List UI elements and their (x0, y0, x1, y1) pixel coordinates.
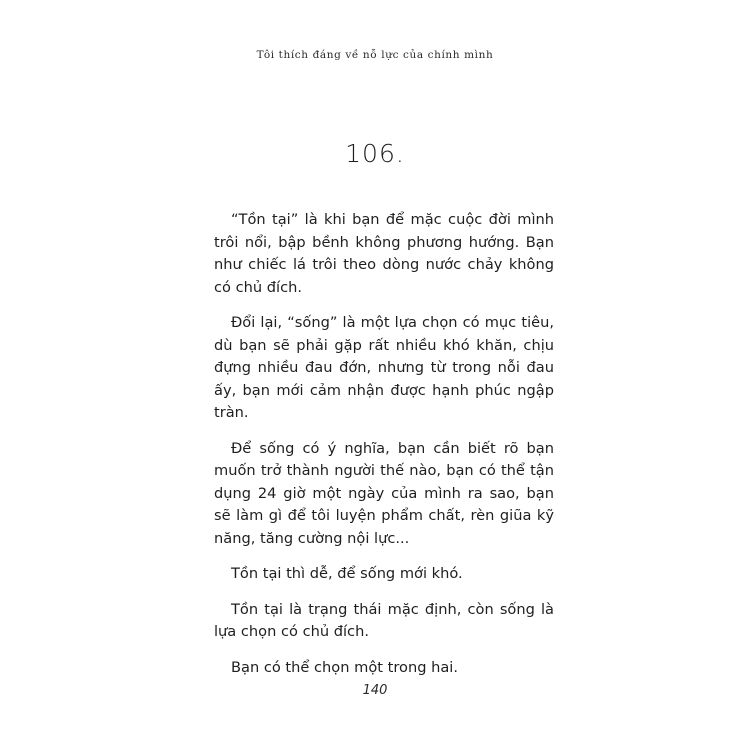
paragraph: Để sống có ý nghĩa, bạn cần biết rõ bạn muốn trở thành người thế nào, bạn có thể tận dụng 24 giờ một ngày của mình ra sao, bạn sẽ làm gì để tôi luyện phẩm chất, rèn giũa kỹ năng, tăng cường nội lực... (214, 439, 554, 547)
paragraph: Tồn tại là trạng thái mặc định, còn sống là lựa chọn có chủ đích. (214, 600, 554, 640)
paragraph: Đổi lại, “sống” là một lựa chọn có mục tiêu, dù bạn sẽ phải gặp rất nhiều khó khăn, chịu đựng nhiều đau đớn, nhưng từ trong nỗi đau ấy, bạn mới cảm nhận được hạnh phúc ngập tràn. (214, 314, 554, 421)
body-text (214, 209, 554, 692)
paragraph: Bạn có thể chọn một trong hai. (231, 658, 458, 676)
paragraph: “Tồn tại” là khi bạn để mặc cuộc đời mình trôi nổi, bập bềnh không phương hướng. Bạn như chiếc lá trôi theo dòng nước chảy không có chủ đích. (214, 211, 554, 296)
running-header: Tôi thích đáng về nỗ lực của chính mình (256, 49, 494, 61)
paragraph: Tồn tại thì dễ, để sống mới khó. (231, 565, 463, 582)
page-number: 140 (362, 683, 388, 698)
chapter-number: 106. (345, 139, 405, 168)
